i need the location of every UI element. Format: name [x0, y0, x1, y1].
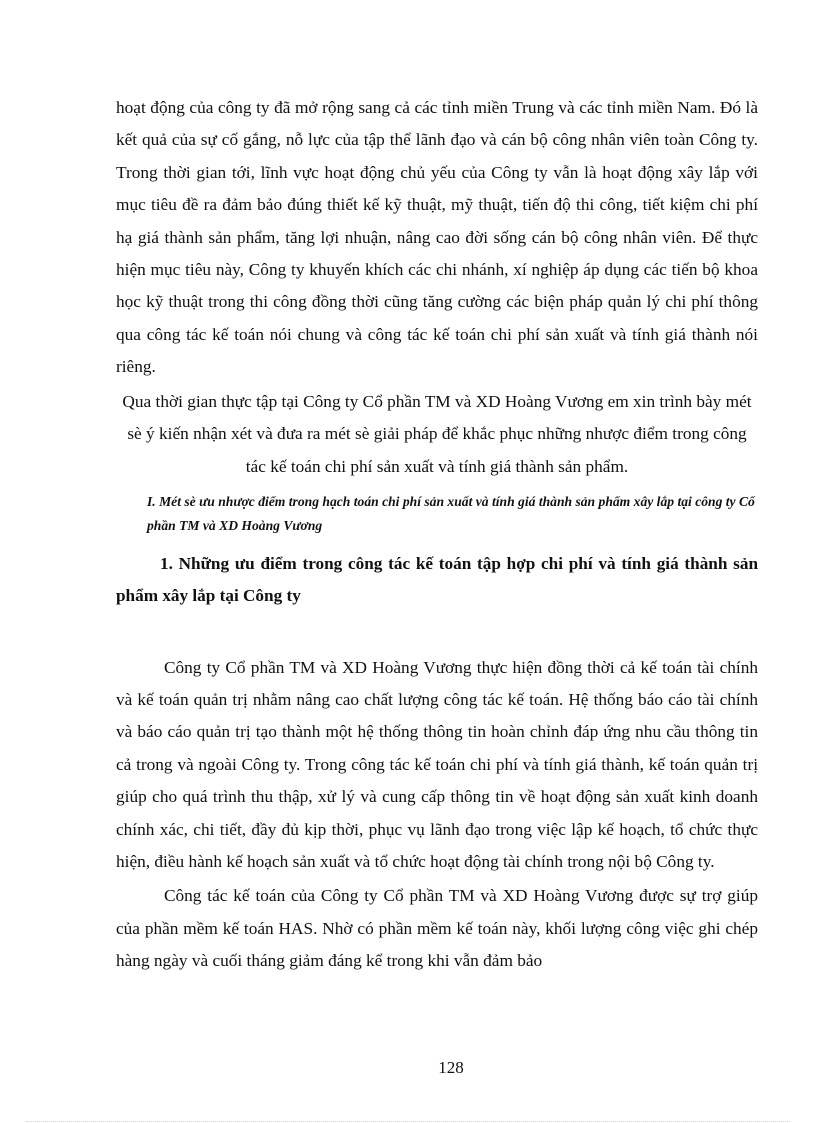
paragraph-body-1: Công ty Cổ phần TM và XD Hoàng Vương thực hiện đồng thời cả kế toán tài chính và kế toán quản trị nhằm nâng cao chất lượng công tác kế toán. Hệ thống báo cáo tài chính và báo cáo quản trị tạo thành một hệ thống thông tin hoàn chỉnh đáp ứng nhu cầu thông tin cả trong và ngoài Công ty. Trong công tác kế toán chi phí và tính giá thành, kế toán quản trị giúp cho quá trình thu thập, xử lý và cung cấp thông tin về hoạt động sản xuất kinh doanh chính xác, chi tiết, đầy đủ kịp thời, phục vụ lãnh đạo trong việc lập kế hoạch, tổ chức thực hiện, điều hành kế hoạch sản xuất và tổ chức hoạt động tài chính trong nội bộ Công ty.	[116, 657, 758, 872]
footer-divider	[26, 1121, 790, 1122]
subsection-heading: 1. Những ưu điểm trong công tác kế toán tập hợp chi phí và tính giá thành sản phẩm xây lắp tại Công ty	[116, 554, 758, 606]
paragraph-intro: Qua thời gian thực tập tại Công ty Cổ phần TM và XD Hoàng Vương em xin trình bày mét sè ý kiến nhận xét và đưa ra mét sè giải pháp để khắc phục những nhược điểm trong công tác kế toán chi phí sản xuất và tính giá thành sản phẩm.	[122, 391, 752, 476]
paragraph-body-2: Công tác kế toán của Công ty Cổ phần TM và XD Hoàng Vương được sự trợ giúp của phần mềm kế toán HAS. Nhờ có phần mềm kế toán này, khối lượng công việc ghi chép hàng ngày và cuối tháng giảm đáng kể trong khi vẫn đảm bảo	[116, 886, 758, 971]
page-number: 128	[438, 1058, 464, 1077]
paragraph-continuation: hoạt động của công ty đã mở rộng sang cả các tỉnh miền Trung và các tỉnh miền Nam. Đó là kết quả của sự cố gắng, nỗ lực của tập thể lãnh đạo và cán bộ công nhân viên toàn Công ty. Trong thời gian tới, lĩnh vực hoạt động chủ yếu của Công ty vẫn là hoạt động xây lắp với mục tiêu đề ra đảm bảo đúng thiết kế kỹ thuật, mỹ thuật, tiến độ thi công, tiết kiệm chi phí hạ giá thành sản phẩm, tăng lợi nhuận, nâng cao đời sống cán bộ công nhân viên. Để thực hiện mục tiêu này, Công ty khuyến khích các chi nhánh, xí nghiệp áp dụng các tiến bộ khoa học kỹ thuật trong thi công đồng thời cũng tăng cường các biện pháp quản lý chi phí thông qua công tác kế toán nói chung và công tác kế toán chi phí sản xuất và tính giá thành nói riêng.	[116, 98, 758, 377]
page-content	[116, 92, 758, 978]
section-heading: I. Mét sè ưu nhược điểm trong hạch toán chi phí sản xuất và tính giá thành sản phẩm xây lắp tại công ty Cổ phần TM và XD Hoàng Vương	[147, 494, 755, 534]
